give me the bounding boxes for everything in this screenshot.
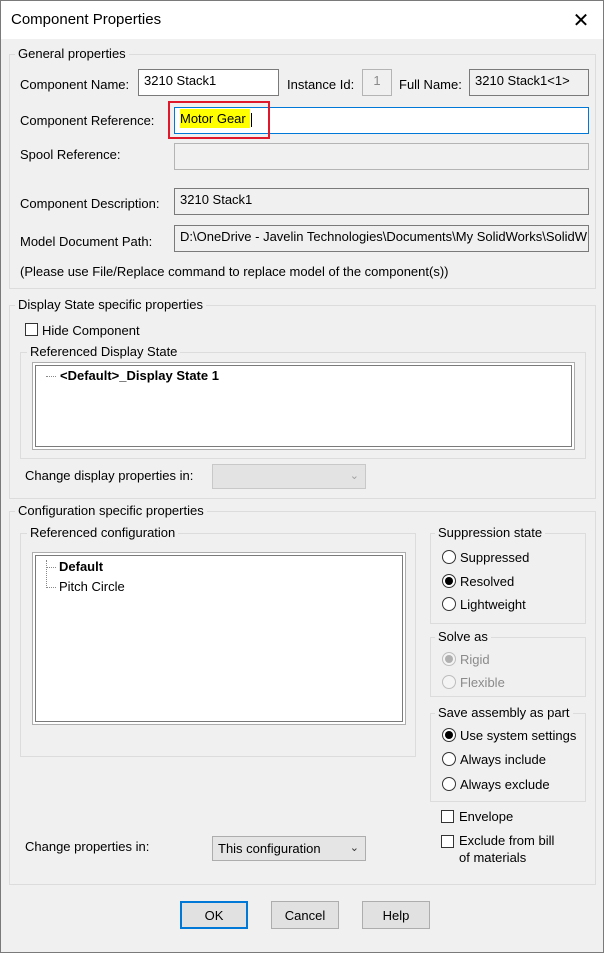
configuration-label: Configuration specific properties [15,504,207,518]
rigid-radio [442,652,456,666]
change-display-properties-select [212,464,366,489]
exclude-bom-label-line1: Exclude from bill [459,833,555,848]
model-document-path-field: D:\OneDrive - Javelin Technologies\Documents\My SolidWorks\SolidW [174,225,589,252]
configuration-tree[interactable] [35,555,403,722]
model-document-path-label: Model Document Path: [20,234,153,249]
title-bar [1,1,603,39]
component-name-label: Component Name: [20,77,130,92]
chevron-down-icon: ⌄ [349,842,359,854]
component-reference-label: Component Reference: [20,113,155,128]
chevron-down-icon: ⌄ [349,470,359,482]
hide-component-checkbox[interactable] [25,323,38,336]
solve-as-label: Solve as [435,630,491,644]
suppression-state-label: Suppression state [435,526,545,540]
change-properties-select[interactable] [212,836,366,861]
save-assembly-label: Save assembly as part [435,706,573,720]
change-properties-value: This configuration [218,841,321,856]
lightweight-radio[interactable] [442,597,456,611]
close-icon[interactable]: ✕ [572,9,590,32]
envelope-label: Envelope [459,809,514,824]
always-exclude-radio[interactable] [442,777,456,791]
change-display-properties-label: Change display properties in: [25,468,194,483]
resolved-radio[interactable] [442,574,456,588]
instance-id-label: Instance Id: [287,77,355,92]
annotation-highlight-box [168,101,270,139]
tree-connector [46,376,56,377]
always-include-label: Always include [460,752,546,767]
display-state-item[interactable]: <Default>_Display State 1 [60,368,219,383]
exclude-bom-label-line2: of materials [459,850,527,865]
solve-as-group [430,637,586,697]
referenced-display-state-label: Referenced Display State [27,345,180,359]
suppressed-radio[interactable] [442,550,456,564]
component-reference-value: Motor Gear [180,109,250,128]
tree-connector [46,587,56,588]
spool-reference-field [174,143,589,170]
instance-id-field: 1 [362,69,392,96]
configuration-item-pitch-circle[interactable]: Pitch Circle [59,579,125,594]
component-name-field[interactable]: 3210 Stack1 [138,69,279,96]
resolved-label: Resolved [460,574,515,589]
change-properties-label: Change properties in: [25,839,150,854]
use-system-settings-radio[interactable] [442,728,456,742]
full-name-field: 3210 Stack1<1> [469,69,589,96]
always-exclude-label: Always exclude [460,777,550,792]
configuration-item-default[interactable]: Default [59,559,104,574]
tree-connector [46,567,56,568]
spool-reference-label: Spool Reference: [20,147,121,162]
tree-connector [46,560,47,588]
general-properties-label: General properties [15,47,129,61]
hide-component-label: Hide Component [42,323,140,338]
cancel-button[interactable]: Cancel [271,901,339,929]
full-name-label: Full Name: [399,77,462,92]
display-state-label: Display State specific properties [15,298,206,312]
rigid-label: Rigid [460,652,490,667]
replace-note: (Please use File/Replace command to replace model of the component(s)) [20,264,449,279]
dialog-title: Component Properties [11,11,162,28]
component-description-label: Component Description: [20,196,160,211]
suppressed-label: Suppressed [460,550,530,565]
always-include-radio[interactable] [442,752,456,766]
referenced-configuration-label: Referenced configuration [27,526,178,540]
flexible-radio [442,675,456,689]
exclude-bom-checkbox[interactable] [441,835,454,848]
help-button[interactable]: Help [362,901,430,929]
use-system-settings-label: Use system settings [460,728,577,743]
lightweight-label: Lightweight [460,597,526,612]
ok-button[interactable]: OK [180,901,248,929]
component-description-field: 3210 Stack1 [174,188,589,215]
display-state-tree[interactable] [35,365,572,447]
flexible-label: Flexible [460,675,505,690]
envelope-checkbox[interactable] [441,810,454,823]
